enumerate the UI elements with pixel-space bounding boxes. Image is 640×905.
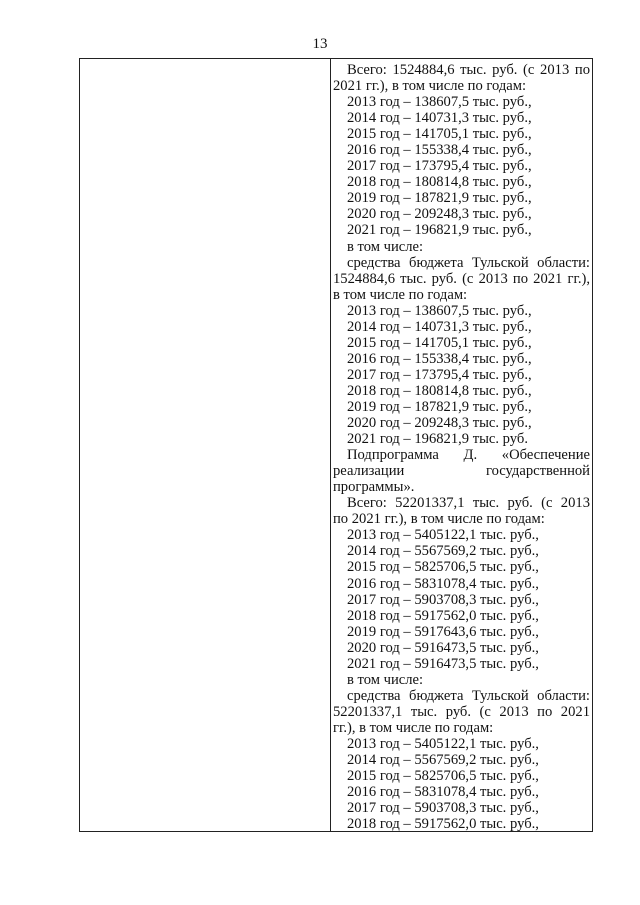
text-line: по 2021 гг.), в том числе по годам: [333, 511, 545, 528]
text-line: 2019 год – 187821,9 тыс. руб., [347, 398, 532, 415]
text-line: 2018 год – 180814,8 тыс. руб., [347, 382, 532, 399]
text-line: 2013 год – 5405122,1 тыс. руб., [347, 735, 539, 752]
text-line: 2017 год – 5903708,3 тыс. руб., [347, 591, 539, 608]
text-line: 2015 год – 5825706,5 тыс. руб., [347, 559, 539, 576]
text-line: 2017 год – 5903708,3 тыс. руб., [347, 800, 539, 817]
text-line: 2018 год – 5917562,0 тыс. руб., [347, 607, 539, 624]
text-line: 2018 год – 5917562,0 тыс. руб., [347, 816, 539, 833]
text-line: 2013 год – 5405122,1 тыс. руб., [347, 527, 539, 544]
text-line: 2015 год – 141705,1 тыс. руб., [347, 334, 532, 351]
text-line: в том числе: [347, 671, 424, 688]
text-line: 2016 год – 5831078,4 тыс. руб., [347, 575, 539, 592]
text-line: 2018 год – 180814,8 тыс. руб., [347, 174, 532, 191]
text-line: 2016 год – 155338,4 тыс. руб., [347, 350, 532, 367]
text-line: 2021 гг.), в том числе по годам: [333, 78, 527, 95]
text-line: Всего: 52201337,1 тыс. руб. (с 2013 [347, 495, 590, 512]
text-line: 2013 год – 138607,5 тыс. руб., [347, 302, 532, 319]
table-right-cell [333, 62, 590, 832]
text-line: 2019 год – 187821,9 тыс. руб., [347, 190, 532, 207]
text-line: 2020 год – 209248,3 тыс. руб., [347, 206, 532, 223]
content-table [79, 58, 593, 832]
text-line: 2019 год – 5917643,6 тыс. руб., [347, 623, 539, 640]
text-line: 1524884,6 тыс. руб. (с 2013 по 2021 гг.), [333, 270, 590, 287]
text-line: 2015 год – 5825706,5 тыс. руб., [347, 768, 539, 785]
table-column-divider [330, 59, 331, 831]
text-line: реализации государственной [333, 463, 590, 480]
text-line: 2021 год – 5916473,5 тыс. руб., [347, 655, 539, 672]
text-line: средства бюджета Тульской области: [347, 254, 590, 271]
table-left-cell-empty [80, 59, 330, 831]
text-line: Подпрограмма Д. «Обеспечение [347, 447, 590, 464]
text-line: 2014 год – 140731,3 тыс. руб., [347, 110, 532, 127]
text-line: 2015 год – 141705,1 тыс. руб., [347, 126, 532, 143]
text-line: 2017 год – 173795,4 тыс. руб., [347, 158, 532, 175]
text-line: 2021 год – 196821,9 тыс. руб. [347, 431, 528, 448]
text-line: 2017 год – 173795,4 тыс. руб., [347, 366, 532, 383]
text-line: в том числе по годам: [333, 286, 468, 303]
text-line: 2020 год – 209248,3 тыс. руб., [347, 415, 532, 432]
text-line: 2016 год – 5831078,4 тыс. руб., [347, 784, 539, 801]
text-line: 52201337,1 тыс. руб. (с 2013 по 2021 [333, 703, 590, 720]
text-line: программы». [333, 479, 415, 496]
text-line: 2014 год – 5567569,2 тыс. руб., [347, 543, 539, 560]
text-line: 2020 год – 5916473,5 тыс. руб., [347, 639, 539, 656]
text-line: 2013 год – 138607,5 тыс. руб., [347, 94, 532, 111]
text-line: средства бюджета Тульской области: [347, 687, 590, 704]
text-line: 2021 год – 196821,9 тыс. руб., [347, 222, 532, 239]
text-line: Всего: 1524884,6 тыс. руб. (с 2013 по [347, 62, 590, 78]
text-line: 2014 год – 140731,3 тыс. руб., [347, 318, 532, 335]
text-line: в том числе: [347, 238, 424, 255]
text-line: 2016 год – 155338,4 тыс. руб., [347, 142, 532, 159]
text-line: гг.), в том числе по годам: [333, 719, 494, 736]
text-line: 2014 год – 5567569,2 тыс. руб., [347, 752, 539, 769]
page-number: 13 [312, 36, 328, 52]
